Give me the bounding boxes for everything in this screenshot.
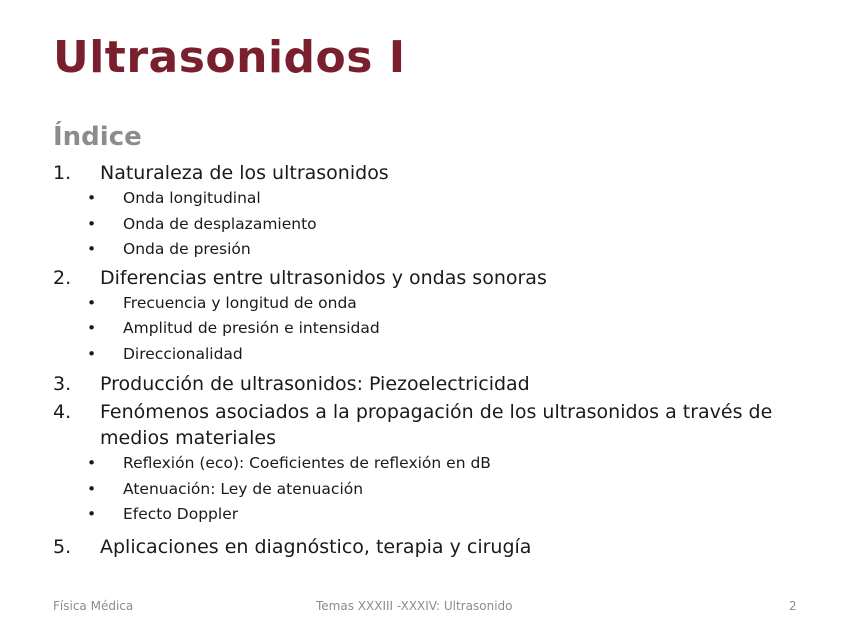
sub-item-label: Reflexión (eco): Coeficientes de reflexión en dB [123,454,491,472]
sub-item-label: Onda de desplazamiento [123,214,317,233]
sub-item [87,291,838,317]
list-item [53,371,838,397]
sub-item-label: Atenuación: Ley de atenuación [123,479,364,498]
sub-item [87,477,838,503]
footer-course: Física Médica [53,599,134,613]
bullet-icon: • [87,505,97,523]
sub-list [53,291,838,368]
bullet-icon: • [87,189,97,207]
sub-item [87,186,838,212]
slide-title: Ultrasonidos I [53,32,406,83]
bullet-icon: • [87,214,97,233]
sub-item [87,451,838,477]
item-number: 1. [53,162,72,184]
index-list [53,158,838,560]
list-item [53,534,838,560]
sub-item-label: Amplitud de presión e intensidad [123,319,380,337]
list-item [53,160,838,186]
item-label: Producción de ultrasonidos: Piezoelectricidad [100,373,530,395]
item-number: 5. [53,535,72,558]
sub-item-label: Onda longitudinal [123,189,261,207]
list-item [53,399,838,451]
sub-item [87,316,838,342]
bullet-icon: • [87,293,97,312]
item-label: Diferencias entre ultrasonidos y ondas sonoras [100,266,547,289]
list-item [53,265,838,291]
sub-item-label: Direccionalidad [123,344,243,363]
bullet-icon: • [87,344,97,363]
sub-item [87,502,838,528]
item-label: Naturaleza de los ultrasonidos [100,162,389,184]
item-label: Aplicaciones en diagnóstico, terapia y cirugía [100,535,532,558]
bullet-icon: • [87,319,97,337]
sub-list [53,451,838,528]
bullet-icon: • [87,240,97,258]
item-number: 2. [53,266,72,289]
footer-topic: Temas XXXIII -XXXIV: Ultrasonido [316,599,513,613]
item-number: 4. [53,401,72,423]
sub-item-label: Frecuencia y longitud de onda [123,293,357,312]
bullet-icon: • [87,479,97,498]
sub-item [87,237,838,263]
page-number: 2 [789,599,797,613]
sub-item-label: Efecto Doppler [123,505,239,523]
item-number: 3. [53,373,72,395]
slide-subtitle: Índice [53,122,142,152]
sub-list [53,186,838,263]
bullet-icon: • [87,454,97,472]
item-label: Fenómenos asociados a la propagación de los ultrasonidos a través de medios materiales [100,401,773,449]
sub-item [87,212,838,238]
sub-item [87,342,838,368]
sub-item-label: Onda de presión [123,240,251,258]
